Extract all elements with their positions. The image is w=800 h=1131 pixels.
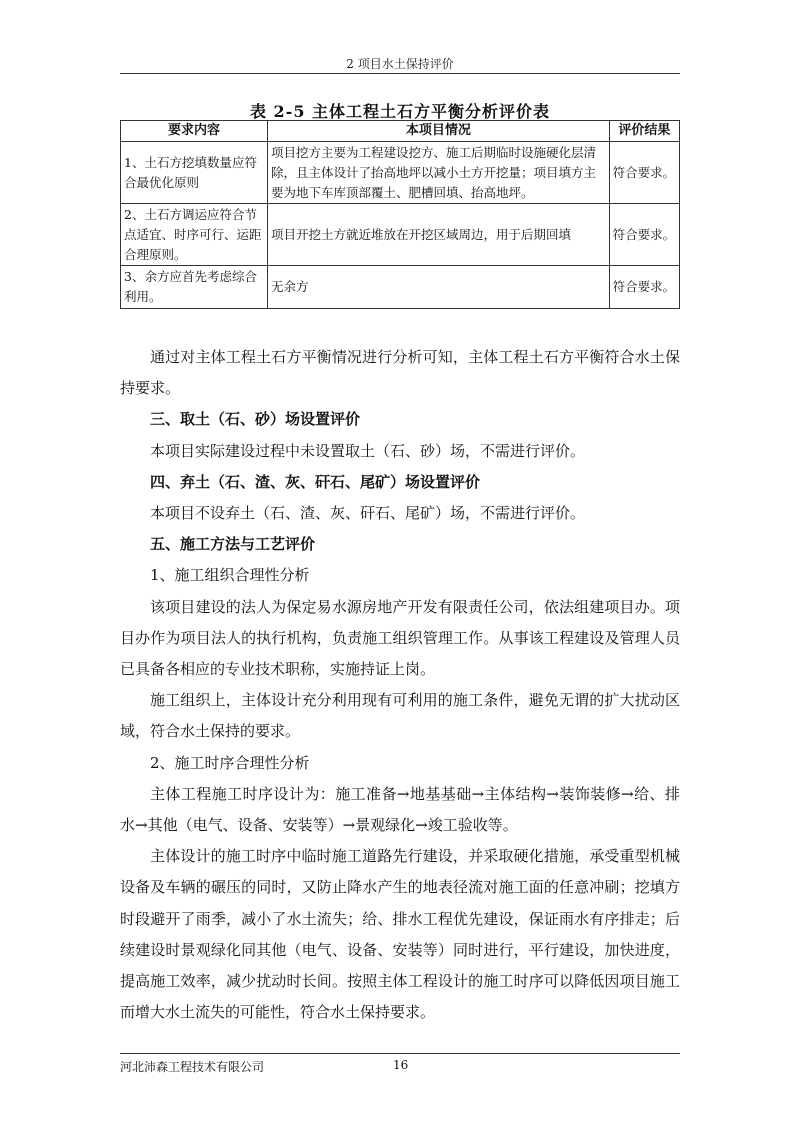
subheading-organization: 1、施工组织合理性分析 (150, 566, 310, 585)
cell-situation: 无余方 (268, 266, 610, 309)
paragraph-organization-2: 施工组织上，主体设计充分利用现有可利用的施工条件，避免无谓的扩大扰动区域，符合水土保持的要求。 (120, 691, 680, 741)
section-heading-construction-method: 五、施工方法与工艺评价 (150, 535, 316, 554)
section-heading-borrow-site: 三、取土（石、砂）场设置评价 (150, 410, 361, 429)
cell-requirement: 2、土石方调运应符合节点适宜、时序可行、运距合理原则。 (121, 204, 268, 266)
section-heading-spoil-site: 四、弃土（石、渣、灰、矸石、尾矿）场设置评价 (150, 472, 481, 491)
cell-requirement: 3、余方应首先考虑综合利用。 (121, 266, 268, 309)
running-header: 2 项目水土保持评价 (346, 57, 454, 71)
paragraph-spoil-site: 本项目不设弃土（石、渣、灰、矸石、尾矿）场，不需进行评价。 (150, 504, 586, 523)
table-header-row (121, 121, 680, 142)
cell-result: 符合要求。 (609, 204, 679, 266)
cell-situation: 项目开挖土方就近堆放在开挖区域周边，用于后期回填 (268, 204, 610, 266)
table-title: 表 2-5 主体工程土石方平衡分析评价表 (249, 102, 551, 121)
table-row (121, 266, 680, 309)
page-number: 16 (393, 1058, 409, 1072)
cell-requirement: 1、土石方挖填数量应符合最优化原则 (121, 142, 268, 204)
table-row (121, 142, 680, 204)
header-divider (120, 73, 680, 74)
header-result: 评价结果 (609, 121, 679, 142)
subheading-sequence: 2、施工时序合理性分析 (150, 753, 310, 772)
body-content (120, 342, 680, 1028)
footer-company: 河北沛森工程技术有限公司 (120, 1060, 265, 1074)
paragraph-sequence-1: 主体工程施工时序设计为：施工准备→地基基础→主体结构→装饰装修→给、排水→其他（电气、设备、安装等）→景观绿化→竣工验收等。 (120, 784, 680, 835)
cell-result: 符合要求。 (609, 142, 679, 204)
earthwork-balance-table (120, 120, 680, 309)
header-situation: 本项目情况 (268, 121, 610, 142)
header-requirement: 要求内容 (121, 121, 268, 142)
cell-result: 符合要求。 (609, 266, 679, 309)
paragraph-conclusion: 通过对主体工程土石方平衡情况进行分析可知，主体工程土石方平衡符合水土保持要求。 (120, 348, 680, 398)
cell-situation: 项目挖方主要为工程建设挖方、施工后期临时设施硬化层清除，且主体设计了抬高地坪以减小土方开挖量；项目填方主要为地下车库顶部覆土、肥槽回填、抬高地坪。 (268, 142, 610, 204)
paragraph-borrow-site: 本项目实际建设过程中未设置取土（石、砂）场，不需进行评价。 (150, 441, 586, 460)
footer-divider (120, 1053, 680, 1054)
paragraph-sequence-2: 主体设计的施工时序中临时施工道路先行建设，并采取硬化措施，承受重型机械设备及车辆的碾压的同时，又防止降水产生的地表径流对施工面的任意冲刷；挖填方时段避开了雨季，减小了水土流失；给、排水工程优先建设，保证雨水有序排走；后续建设时景观绿化同其他（电气、设备、安装等）同时进行，平行建设，加快进度，提高施工效率，减少扰动时长间。按照主体工程设计的施工时序可以降低因项目施工而增大水土流失的可能性，符合水土保持要求。 (120, 847, 680, 1022)
table-row (121, 204, 680, 266)
paragraph-organization-1: 该项目建设的法人为保定易水源房地产开发有限责任公司，依法组建项目办。项目办作为项目法人的执行机构，负责施工组织管理工作。从事该工程建设及管理人员已具备各相应的专业技术职称，实施持证上岗。 (120, 597, 680, 679)
